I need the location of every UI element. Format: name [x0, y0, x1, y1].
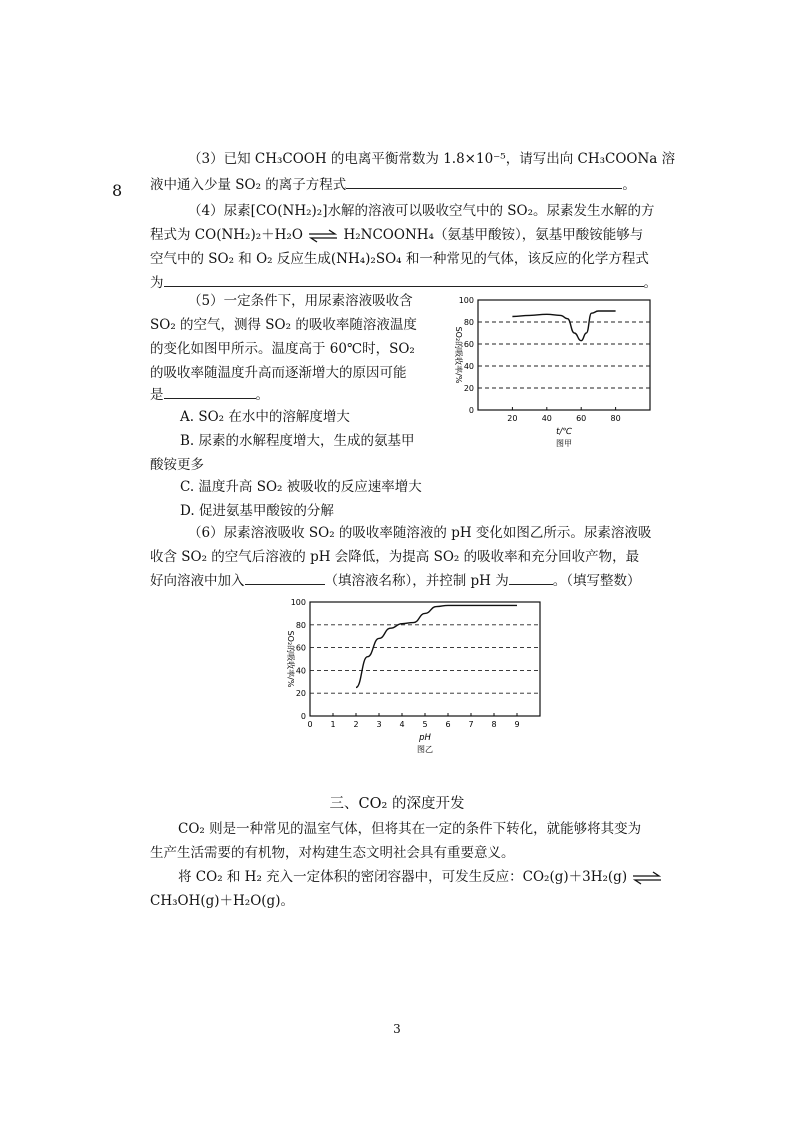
q6-ph-blank[interactable]: [509, 570, 553, 585]
x-tick-label: 8: [491, 720, 497, 729]
q4-line4-text: 为: [150, 275, 164, 291]
section3-para1-line2: 生产生活需要的有机物，对构建生态文明社会具有重要意义。: [150, 845, 515, 861]
q4-answer-blank[interactable]: [164, 272, 644, 287]
y-axis-label: SO₂的吸收率/%: [454, 326, 463, 384]
q5-option-b: B. 尿素的水解程度增大，生成的氨基甲: [180, 433, 415, 449]
y-tick-label: 40: [295, 666, 306, 676]
q3-line2-text: 液中通入少量 SO₂ 的离子方程式: [150, 177, 347, 193]
q4-line1: （4）尿素[CO(NH₂)₂]水解的溶液可以吸收空气中的 SO₂。尿素发生水解的方: [188, 203, 655, 219]
x-tick-label: 7: [468, 720, 474, 729]
q6-line3a: 好向溶液中加入: [150, 573, 245, 589]
q6-line3: [150, 570, 641, 592]
plot-frame: [310, 602, 540, 716]
q5-answer-blank[interactable]: [164, 384, 256, 399]
q3-line2: [150, 174, 636, 196]
q6-line3b: （填溶液名称），并控制 pH 为: [324, 573, 509, 589]
section3-para1-line1: CO₂ 则是一种常见的温室气体，但将其在一定的条件下转化，就能够将其变为: [178, 821, 642, 837]
y-tick-label: 60: [463, 340, 474, 349]
section3-para2-line1: [178, 866, 663, 888]
q5-option-d: D. 促进氨基甲酸铵的分解: [180, 503, 334, 519]
y-tick-label: 80: [463, 318, 474, 327]
page-number: 3: [393, 1022, 401, 1036]
y-tick-label: 100: [458, 296, 474, 305]
x-tick-label: 1: [330, 720, 336, 729]
x-axis-label: t/℃: [556, 427, 572, 437]
q5-answer-prefix: 是: [150, 387, 164, 403]
x-tick-label: 20: [507, 414, 518, 423]
y-tick-label: 60: [295, 643, 306, 653]
q6-line1: （6）尿素溶液吸收 SO₂ 的吸收率随溶液的 pH 变化如图乙所示。尿素溶液吸: [188, 525, 652, 541]
x-tick-label: 60: [576, 414, 587, 423]
y-tick-label: 0: [300, 712, 306, 721]
series-line: [356, 605, 517, 687]
q5-line2: SO₂ 的空气，测得 SO₂ 的吸收率随溶液温度: [150, 317, 417, 333]
y-tick-label: 20: [463, 384, 474, 393]
section3-heading: 三、CO₂ 的深度开发: [329, 796, 465, 812]
series-line: [512, 311, 615, 341]
chart-title: 图甲: [556, 439, 572, 448]
chart-yi: [270, 592, 560, 764]
reversible-arrow-icon: [307, 229, 339, 243]
chart-title: 图乙: [417, 745, 433, 754]
x-tick-label: 2: [353, 720, 359, 729]
q4-line3: 空气中的 SO₂ 和 O₂ 反应生成(NH₄)₂SO₄ 和一种常见的气体，该反应的化学方程式: [150, 251, 649, 267]
q4-line2a: 程式为 CO(NH₂)₂＋H₂O: [150, 227, 303, 243]
q4-line2b: H₂NCOONH₄（氨基甲酸铵），氨基甲酸铵能够与: [343, 227, 644, 243]
q5-answer-end: 。: [255, 387, 269, 403]
q6-line3c: 。（填写整数）: [552, 573, 641, 589]
y-tick-label: 80: [295, 620, 306, 630]
q4-end: 。: [643, 275, 657, 291]
q5-option-c: C. 温度升高 SO₂ 被吸收的反应速率增大: [180, 479, 422, 495]
x-tick-label: 3: [376, 720, 382, 729]
chart-jia: [446, 290, 666, 460]
q4-line2: [150, 224, 643, 246]
x-tick-label: 5: [422, 720, 428, 729]
q5-line1: （5）一定条件下，用尿素溶液吸收含: [188, 293, 413, 309]
y-tick-label: 40: [463, 362, 474, 371]
x-tick-label: 80: [610, 414, 621, 423]
y-tick-label: 20: [295, 689, 306, 699]
y-tick-label: 0: [468, 406, 474, 415]
q6-line2: 收含 SO₂ 的空气后溶液的 pH 会降低，为提高 SO₂ 的吸收率和充分回收产物，最: [150, 549, 640, 565]
x-tick-label: 40: [541, 414, 552, 423]
q3-answer-blank[interactable]: [346, 174, 622, 189]
q6-solution-blank[interactable]: [245, 570, 325, 585]
x-tick-label: 6: [445, 720, 451, 729]
y-axis-label: SO₂的吸收率/%: [286, 630, 295, 688]
margin-mark: 8: [112, 181, 123, 200]
q5-option-a: A. SO₂ 在水中的溶解度增大: [180, 409, 350, 425]
section3-para2-line2: CH₃OH(g)＋H₂O(g)。: [150, 893, 294, 909]
q5-answer-line: [150, 384, 269, 406]
q3-end: 。: [622, 177, 636, 193]
x-tick-label: 4: [399, 720, 405, 729]
reversible-arrow-icon: [631, 871, 663, 885]
q3-line1: （3）已知 CH₃COOH 的电离平衡常数为 1.8×10⁻⁵，请写出向 CH₃COONa 溶: [188, 151, 676, 167]
x-tick-label: 0: [307, 720, 313, 729]
q5-line3: 的变化如图甲所示。温度高于 60℃时，SO₂: [150, 341, 415, 357]
x-tick-label: 9: [514, 720, 520, 729]
q5-option-b-cont: 酸铵更多: [150, 457, 204, 473]
q5-line4: 的吸收率随温度升高而逐渐增大的原因可能: [150, 365, 407, 381]
x-axis-label: pH: [419, 733, 431, 743]
section3-para2-text: 将 CO₂ 和 H₂ 充入一定体积的密闭容器中，可发生反应：CO₂(g)＋3H₂(g): [178, 869, 628, 885]
y-tick-label: 100: [290, 598, 306, 607]
